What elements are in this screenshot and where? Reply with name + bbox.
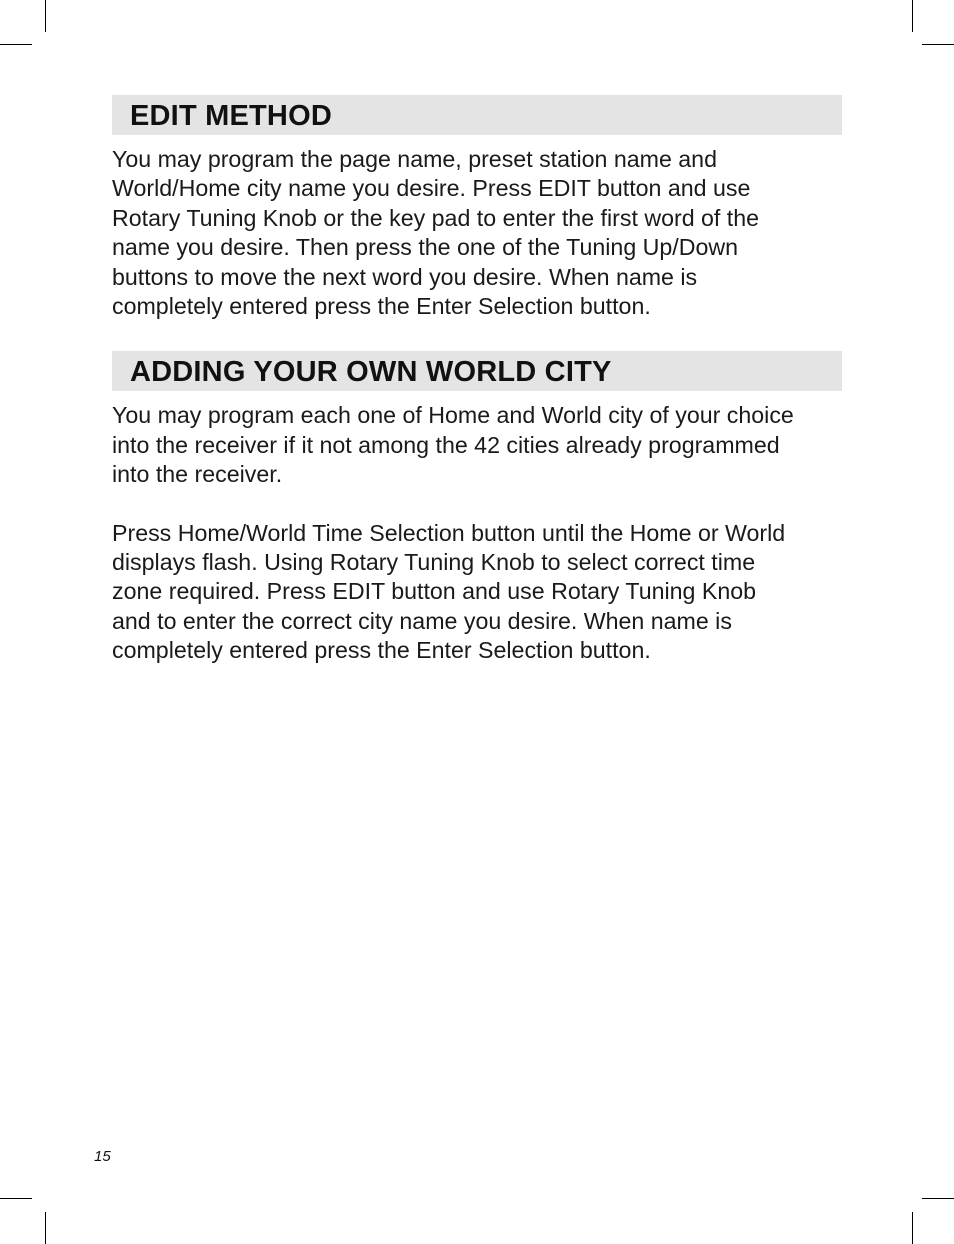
crop-mark-top-right-vertical	[912, 0, 913, 32]
crop-mark-top-right-horizontal	[922, 44, 954, 45]
crop-mark-top-left-vertical	[45, 0, 46, 32]
section-heading: ADDING YOUR OWN WORLD CITY	[112, 351, 842, 391]
section-adding-world-city	[112, 351, 842, 665]
crop-mark-bottom-right-vertical	[912, 1212, 913, 1244]
crop-mark-top-left-horizontal	[0, 44, 32, 45]
paragraph: Press Home/World Time Selection button until the Home or World displays flash. Using Rotary Tuning Knob to select correct time zone required. Press EDIT button and use Rotary Tuning Knob and to enter the correct city name you desire. When name is completely entered press the Enter Selection button.	[112, 519, 786, 664]
crop-mark-bottom-left-horizontal	[0, 1198, 32, 1199]
crop-mark-bottom-left-vertical	[45, 1212, 46, 1244]
page-number: 15	[94, 1148, 111, 1165]
section-edit-method	[112, 95, 842, 321]
section-heading: EDIT METHOD	[112, 95, 842, 135]
paragraph: You may program the page name, preset station name and World/Home city name you desire. Press EDIT button and use Rotary Tuning Knob or the key pad to enter the first word of the name you desire. Then press the one of the Tuning Up/Down buttons to move the next word you desire. When name is completely entered press the Enter Selection button.	[112, 146, 760, 320]
crop-mark-bottom-right-horizontal	[922, 1198, 954, 1199]
paragraph: You may program each one of Home and World city of your choice into the receiver if it not among the 42 cities already programmed into the receiver.	[112, 402, 794, 488]
page-content	[112, 95, 842, 666]
